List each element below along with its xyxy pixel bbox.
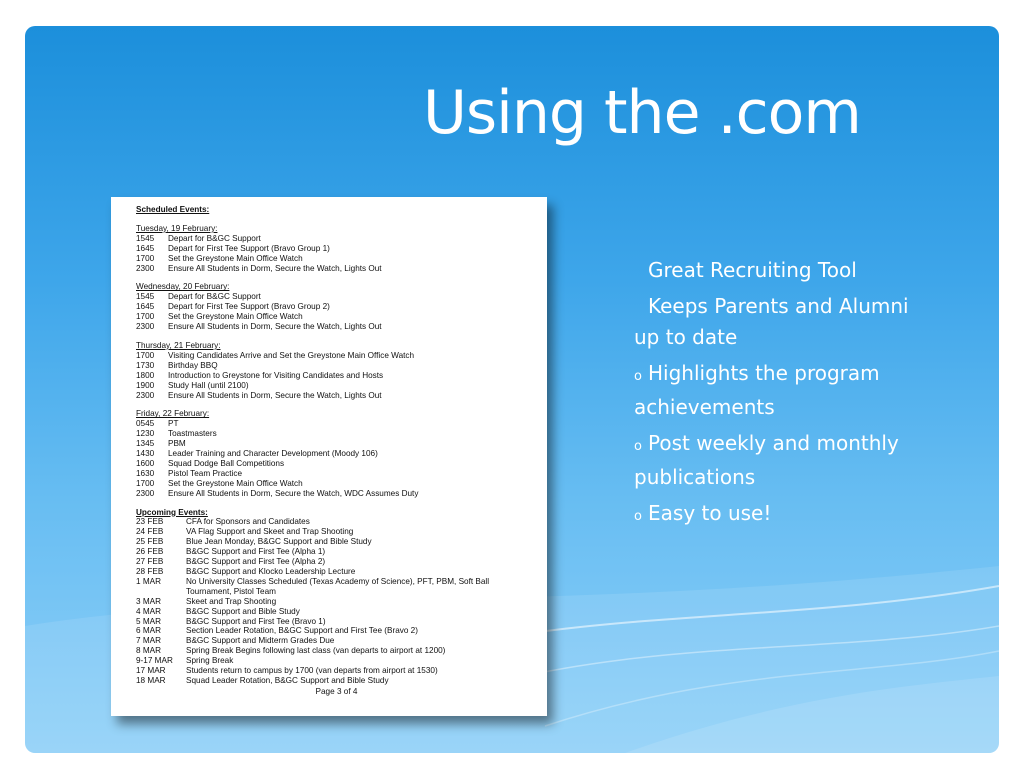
upcoming-date: 28 FEB: [136, 567, 164, 576]
event-time: 1800: [136, 370, 155, 380]
event-time: 2300: [136, 390, 155, 400]
event-time: 1700: [136, 478, 155, 488]
event-time: 2300: [136, 263, 155, 273]
upcoming-date: 6 MAR: [136, 626, 162, 636]
event-row: [136, 429, 537, 439]
upcoming-row: [136, 666, 537, 676]
event-text: Birthday BBQ: [168, 360, 218, 370]
event-time: 1430: [136, 449, 155, 459]
event-time: 1630: [136, 468, 155, 478]
event-row: [136, 459, 537, 469]
event-row: [136, 351, 537, 361]
upcoming-date: 27 FEB: [136, 557, 164, 567]
day-label: Wednesday, 20 February:: [136, 282, 230, 292]
event-row: [136, 489, 537, 499]
event-text: Depart for B&GC Support: [168, 292, 261, 302]
event-time: 2300: [136, 322, 155, 332]
upcoming-date: 3 MAR: [136, 596, 162, 606]
upcoming-row: [136, 577, 537, 597]
upcoming-row: [136, 567, 537, 577]
event-row: [136, 469, 537, 479]
event-text: Ensure All Students in Dorm, Secure the Watch, Lights Out: [168, 263, 382, 273]
upcoming-date: 17 MAR: [136, 666, 166, 676]
event-row: [136, 234, 537, 244]
upcoming-date: 24 FEB: [136, 527, 164, 537]
upcoming-row: [136, 557, 537, 567]
document-heading: Scheduled Events:: [136, 205, 210, 214]
event-row: [136, 244, 537, 254]
bullet-text: Highlights the program achievements: [634, 361, 880, 419]
bullet-item: [634, 358, 934, 423]
event-row: [136, 449, 537, 459]
upcoming-date: 4 MAR: [136, 606, 162, 616]
event-text: Set the Greystone Main Office Watch: [168, 312, 303, 322]
bullet-text: Easy to use!: [648, 501, 772, 525]
upcoming-row: [136, 527, 537, 537]
event-row: [136, 419, 537, 429]
bullet-marker: o: [634, 509, 642, 524]
event-row: [136, 302, 537, 312]
event-text: Set the Greystone Main Office Watch: [168, 253, 303, 263]
event-time: 1700: [136, 312, 155, 322]
slide-background: [25, 26, 999, 753]
bullet-item: [634, 291, 934, 353]
event-text: PBM: [168, 439, 186, 449]
event-row: [136, 381, 537, 391]
event-row: [136, 439, 537, 449]
event-time: 1600: [136, 458, 155, 468]
event-time: 1700: [136, 350, 155, 360]
bullet-text: Keeps Parents and Alumni up to date: [634, 294, 909, 349]
upcoming-text: B&GC Support and First Tee (Alpha 2): [186, 557, 326, 567]
bullet-text: Post weekly and monthly publications: [634, 431, 899, 489]
upcoming-date: 1 MAR: [136, 576, 162, 586]
upcoming-text: B&GC Support and First Tee (Alpha 1): [186, 547, 326, 557]
upcoming-date: 7 MAR: [136, 636, 162, 646]
bullet-item: [634, 498, 934, 532]
upcoming-row: [136, 646, 537, 656]
upcoming-date: 25 FEB: [136, 537, 164, 547]
upcoming-text: VA Flag Support and Skeet and Trap Shooting: [186, 527, 354, 537]
bullet-marker: o: [634, 369, 642, 384]
upcoming-text: Spring Break: [186, 656, 234, 666]
day-label: Thursday, 21 February:: [136, 340, 221, 350]
upcoming-text: Spring Break Begins following last class (van departs to airport at 1200): [186, 646, 446, 656]
upcoming-text: Skeet and Trap Shooting: [186, 596, 277, 606]
event-text: Set the Greystone Main Office Watch: [168, 478, 303, 488]
event-row: [136, 264, 537, 274]
event-time: 1230: [136, 429, 155, 439]
event-time: 1545: [136, 292, 155, 302]
event-row: [136, 322, 537, 332]
bullet-item: [634, 255, 934, 286]
upcoming-text: Section Leader Rotation, B&GC Support and First Tee (Bravo 2): [186, 626, 418, 636]
upcoming-row: [136, 547, 537, 557]
upcoming-date: 23 FEB: [136, 517, 164, 527]
bullet-marker: o: [634, 439, 642, 454]
upcoming-text: B&GC Support and Bible Study: [186, 606, 300, 616]
event-text: PT: [168, 419, 179, 429]
event-text: Study Hall (until 2100): [168, 380, 249, 390]
schedule-document-image: [111, 197, 547, 716]
event-text: Ensure All Students in Dorm, Secure the Watch, WDC Assumes Duty: [168, 488, 419, 498]
upcoming-date: 8 MAR: [136, 646, 162, 656]
event-text: Visiting Candidates Arrive and Set the Greystone Main Office Watch: [168, 350, 415, 360]
event-text: Depart for B&GC Support: [168, 233, 261, 243]
event-time: 1345: [136, 439, 155, 449]
event-row: [136, 292, 537, 302]
upcoming-text: Students return to campus by 1700 (van departs from airport at 1530): [186, 666, 438, 676]
upcoming-text: No University Classes Scheduled (Texas Academy of Science), PFT, PBM, Soft Ball Tournament, Pistol Team: [186, 576, 490, 596]
upcoming-row: [136, 607, 537, 617]
upcoming-row: [136, 537, 537, 547]
upcoming-heading: Upcoming Events:: [136, 507, 208, 517]
bullet-list: [634, 255, 934, 537]
event-row: [136, 361, 537, 371]
slide-title: Using the .com: [423, 78, 861, 148]
event-text: Introduction to Greystone for Visiting Candidates and Hosts: [168, 370, 384, 380]
event-time: 1645: [136, 243, 155, 253]
upcoming-text: B&GC Support and Midterm Grades Due: [186, 636, 335, 646]
bullet-text: Great Recruiting Tool: [648, 258, 857, 282]
event-row: [136, 254, 537, 264]
event-row: [136, 391, 537, 401]
event-time: 1900: [136, 380, 155, 390]
upcoming-date: 5 MAR: [136, 616, 162, 626]
upcoming-row: [136, 656, 537, 666]
day-label: Tuesday, 19 February:: [136, 223, 218, 233]
event-time: 2300: [136, 488, 155, 498]
event-time: 1545: [136, 233, 155, 243]
event-text: Leader Training and Character Development (Moody 106): [168, 449, 378, 459]
event-row: [136, 312, 537, 322]
event-text: Ensure All Students in Dorm, Secure the Watch, Lights Out: [168, 390, 382, 400]
event-text: Pistol Team Practice: [168, 468, 243, 478]
event-time: 1730: [136, 360, 155, 370]
upcoming-text: Squad Leader Rotation, B&GC Support and Bible Study: [186, 675, 389, 685]
upcoming-row: [136, 626, 537, 636]
upcoming-date: 9-17 MAR: [136, 656, 173, 666]
upcoming-row: [136, 517, 537, 527]
event-text: Squad Dodge Ball Competitions: [168, 458, 285, 468]
upcoming-text: Blue Jean Monday, B&GC Support and Bible Study: [186, 537, 372, 547]
page-footer: Page 3 of 4: [315, 686, 358, 696]
event-row: [136, 479, 537, 489]
upcoming-text: B&GC Support and Klocko Leadership Lecture: [186, 567, 356, 576]
upcoming-date: 26 FEB: [136, 547, 164, 557]
event-text: Depart for First Tee Support (Bravo Group 2): [168, 302, 330, 312]
upcoming-text: B&GC Support and First Tee (Bravo 1): [186, 616, 326, 626]
event-text: Ensure All Students in Dorm, Secure the Watch, Lights Out: [168, 322, 382, 332]
upcoming-text: CFA for Sponsors and Candidates: [186, 517, 310, 527]
event-row: [136, 371, 537, 381]
event-text: Depart for First Tee Support (Bravo Group 1): [168, 243, 330, 253]
upcoming-date: 18 MAR: [136, 675, 166, 685]
event-text: Toastmasters: [168, 429, 217, 439]
event-time: 1645: [136, 302, 155, 312]
upcoming-row: [136, 636, 537, 646]
upcoming-row: [136, 597, 537, 607]
day-label: Friday, 22 February:: [136, 409, 210, 419]
bullet-item: [634, 428, 934, 493]
event-time: 0545: [136, 419, 155, 429]
event-time: 1700: [136, 253, 155, 263]
upcoming-row: [136, 617, 537, 627]
upcoming-row: [136, 676, 537, 686]
